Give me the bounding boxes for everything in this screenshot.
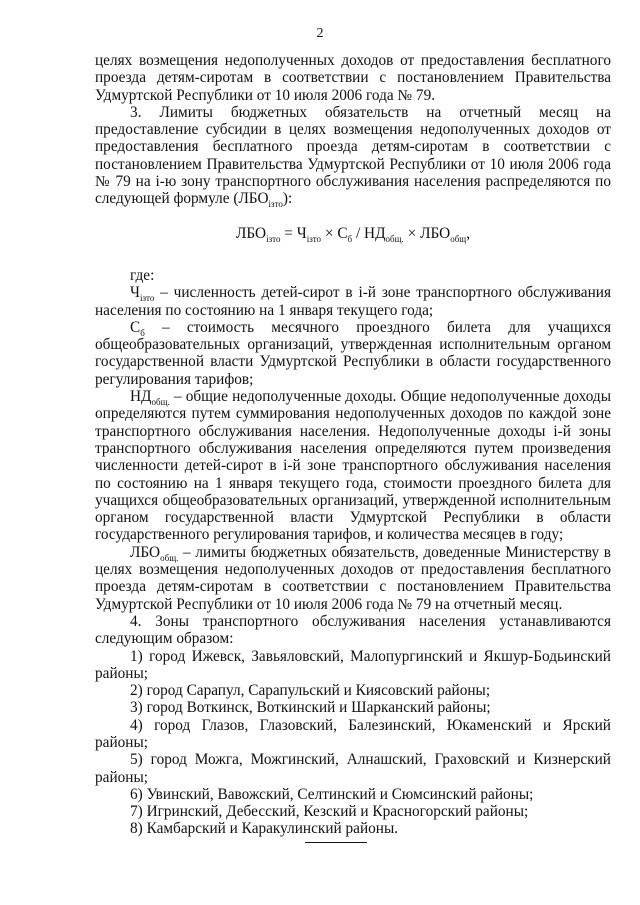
definition-subscript: iзто (139, 293, 155, 304)
formula-cb-sub: б (347, 233, 353, 244)
zones-list (95, 648, 611, 838)
definition-text: – стоимость месячного проездного билета для учащихся общеобразовательных организаций, утвержденная исполнительным органом государственной власти Удмуртской Республики в области государственного регулирования тарифов; (95, 318, 611, 388)
list-item: 5) город Можга, Можгинский, Алнашский, Граховский и Кизнерский районы; (95, 751, 611, 786)
formula-divide: / (352, 224, 365, 242)
formula-nd-sub: общ. (385, 233, 404, 244)
formula-lbo: ЛБО (235, 224, 267, 242)
end-divider (305, 842, 367, 843)
definition-symbol: ЛБО (130, 543, 161, 561)
formula-times: × (321, 224, 338, 242)
list-item: 1) город Ижевск, Завьяловский, Малопургинский и Якшур-Бодьинский районы; (95, 647, 611, 682)
section-4-heading: 4. Зоны транспортного обслуживания населения устанавливаются следующим образом: (95, 612, 611, 648)
formula-times: × (403, 224, 421, 242)
where-label: где: (130, 266, 155, 284)
definition-subscript: общ. (151, 397, 170, 408)
paragraph-3 (95, 104, 611, 208)
definition-text: – численность детей-сирот в i-й зоне транспортного обслуживания населения по состоянию на 1 января текущего года; (95, 284, 611, 319)
definition-subscript: общ. (160, 552, 179, 563)
definition-symbol: Ч (130, 284, 140, 302)
list-item: 4) город Глазов, Глазовский, Балезинский, Юкаменский и Ярский районы; (95, 716, 611, 751)
formula-comma: , (466, 224, 471, 242)
formula-lbo-sub: iзто (266, 233, 281, 244)
formula-subscript: iзто (268, 199, 283, 210)
list-item: 3) город Воткинск, Воткинский и Шарканский районы; (130, 699, 491, 717)
formula-symbol-lbo: ЛБО (238, 190, 269, 208)
formula-equals: = (280, 224, 297, 242)
definition-symbol: С (130, 318, 141, 336)
page-number: 2 (316, 26, 324, 41)
paragraph-3-tail: ): (282, 190, 293, 208)
definition-subscript: б (140, 327, 145, 338)
formula-lbo-total: ЛБО (420, 224, 451, 242)
formula-nd: НД (364, 224, 386, 242)
definition-symbol: НД (130, 388, 152, 406)
list-item: 6) Увинский, Вавожский, Селтинский и Сюмсинский районы; (130, 785, 534, 803)
paragraph-intro-continuation: целях возмещения недополученных доходов от предоставления бесплатного проезда детям-сиротам в соответствии с постановлением Правительства Удмуртской Республики от 10 июля 2006 года № 79. (95, 52, 611, 104)
paragraph-3-text: 3. Лимиты бюджетных обязательств на отчетный месяц на предоставление субсидии в целях возмещения недополученных доходов от предоставления бесплатного проезда детям-сиротам в соответствии с постановлением Правительства Удмуртской Республики от 10 июля 2006 года № 79 на i-ю зону транспортного обслуживания населения распределяются по следующей формуле ( (95, 103, 611, 208)
definition-cb (95, 319, 611, 388)
formula-ch: Ч (296, 224, 307, 242)
list-item: 8) Камбарский и Каракулинский районы. (130, 820, 399, 838)
list-item: 2) город Сарапул, Сарапульский и Киясовский районы; (130, 682, 491, 700)
definition-lbo (95, 544, 611, 613)
formula-cb: С (337, 224, 348, 242)
formula-ch-sub: iзто (306, 233, 322, 244)
definition-text: – общие недополученные доходы. Общие недополученные доходы определяются путем суммирования недополученных доходов по каждой зоне транспортного обслуживания населения. Недополученные доходы i-й зоны транспортного обслуживания населения определяются путем произведения численности детей-сирот в i-й зоне транспортного обслуживания населения по состоянию на 1 января текущего года, стоимости проездного билета для учащихся общеобразовательных организаций, утвержденной исполнительным органом государственной власти Удмуртской Республики в области государственного регулирования тарифов, и количества месяцев в году; (95, 388, 611, 544)
formula (95, 225, 611, 242)
list-item: 7) Игринский, Дебесский, Кезский и Красногорский районы; (130, 803, 529, 821)
document-body (95, 52, 611, 838)
formula-lbo-total-sub: общ (450, 233, 467, 244)
definition-ch (95, 284, 611, 319)
definition-text: – лимиты бюджетных обязательств, доведенные Министерству в целях возмещения недополученных доходов от предоставления бесплатного проезда детям-сиротам в соответствии с постановлением Правительства Удмуртской Республики от 10 июля 2006 года № 79 на отчетный месяц. (95, 543, 611, 613)
definition-nd (95, 388, 611, 544)
